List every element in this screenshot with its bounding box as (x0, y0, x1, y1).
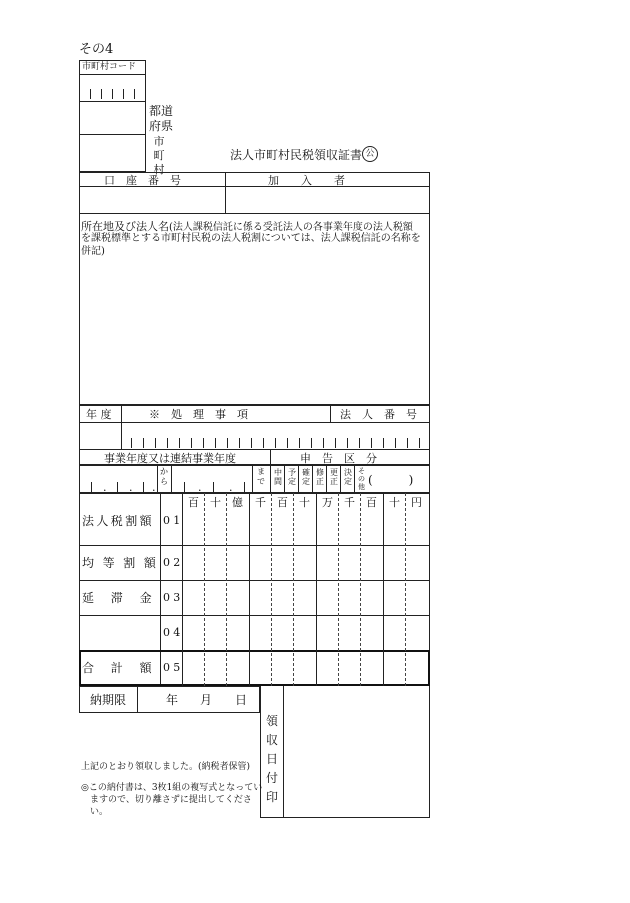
row-code-05: 05 (163, 661, 184, 674)
unit-ten: 十 (389, 496, 400, 509)
unit-thousand: 千 (344, 496, 355, 509)
municipality-label: 市町村 (153, 135, 165, 176)
form-title: 法人市町村民税領収証書 (230, 148, 363, 162)
filing-type-corrected[interactable]: 更正 (330, 468, 338, 486)
unit-oku: 億 (232, 496, 243, 509)
filing-type-final[interactable]: 確定 (302, 468, 310, 486)
public-mark: 公 (362, 146, 378, 162)
copy-note: ◎この納付書は、3枚1組の複写式となってい (81, 783, 263, 793)
subscriber-field[interactable] (226, 187, 429, 212)
address-name-note: を課税標準とする市町村民税の法人税割については、法人課税信託の名称を (81, 233, 421, 244)
subscriber-label: 加 入 者 (268, 174, 345, 187)
account-number-field[interactable] (80, 187, 224, 212)
form-number: その4 (79, 42, 114, 57)
address-name-note-end: 併記) (81, 246, 105, 257)
row-code-01: 01 (163, 514, 184, 527)
unit-ten-man: 十 (299, 496, 310, 509)
amount-field-corp-tax[interactable] (183, 512, 429, 544)
unit-hundred-billion: 百 (188, 496, 199, 509)
amount-field-late-fee[interactable] (183, 581, 429, 614)
filing-category-label: 申 告 区 分 (300, 452, 377, 465)
due-day-label: 日 (235, 693, 248, 707)
unit-hundred-man: 百 (277, 496, 288, 509)
row-code-03: 03 (163, 591, 184, 604)
unit-yen: 円 (411, 496, 422, 509)
unit-thousand-man: 千 (255, 496, 266, 509)
municipality-code-box (79, 60, 146, 172)
address-name-label: 所在地及び法人名(法人課税信託に係る受託法人の各事業年度の法人税額 (81, 220, 413, 233)
unit-hundred: 百 (366, 496, 377, 509)
unit-man: 万 (322, 496, 333, 509)
copy-note-line3: い。 (90, 807, 109, 817)
fiscal-year-label: 年 度 (86, 408, 112, 421)
municipality-code-label: 市町村コード (82, 62, 137, 72)
prefecture-label: 都道府県 (149, 104, 174, 133)
business-year-label: 事業年度又は連結事業年度 (104, 452, 236, 465)
fiscal-year-field[interactable] (80, 423, 120, 448)
other-paren-field[interactable]: ( ) (368, 473, 414, 487)
amount-field-04[interactable] (183, 616, 429, 649)
amount-field-total[interactable] (183, 652, 428, 684)
row-code-04: 04 (163, 626, 184, 639)
amount-field-per-capita[interactable] (183, 546, 429, 579)
processing-label: ※ 処 理 事 項 (149, 408, 248, 421)
copy-note-line2: ますので、切り離さずに提出してくださ (90, 795, 252, 805)
due-month-label: 月 (200, 693, 213, 707)
due-year-label: 年 (166, 693, 179, 707)
unit-ten-billion: 十 (210, 496, 221, 509)
account-number-label: 口 座 番 号 (104, 174, 181, 187)
filing-type-amended[interactable]: 修正 (316, 468, 324, 486)
address-name-field[interactable] (80, 260, 429, 404)
filing-type-determined[interactable]: 決定 (344, 468, 352, 486)
row-label-corp-tax: 法人税割額 (82, 514, 155, 528)
receipt-stamp-label: 領収日付印 (265, 714, 278, 804)
corp-number-label: 法 人 番 号 (340, 408, 417, 421)
filing-type-other[interactable]: その他 (358, 467, 365, 491)
due-label: 納期限 (90, 693, 127, 707)
from-label: から (160, 467, 168, 486)
row-label-per-capita: 均 等 割 額 (82, 556, 159, 570)
filing-type-interim[interactable]: 中間 (274, 468, 282, 486)
row-label-total: 合 計 額 (82, 661, 155, 675)
row-label-late-fee: 延 滞 金 (82, 591, 155, 605)
row-code-02: 02 (163, 556, 184, 569)
filing-type-scheduled[interactable]: 予定 (288, 468, 296, 486)
to-label: まで (257, 467, 265, 486)
received-note: 上記のとおり領収しました。(納税者保管) (81, 762, 251, 772)
receipt-stamp-area[interactable] (260, 686, 430, 818)
